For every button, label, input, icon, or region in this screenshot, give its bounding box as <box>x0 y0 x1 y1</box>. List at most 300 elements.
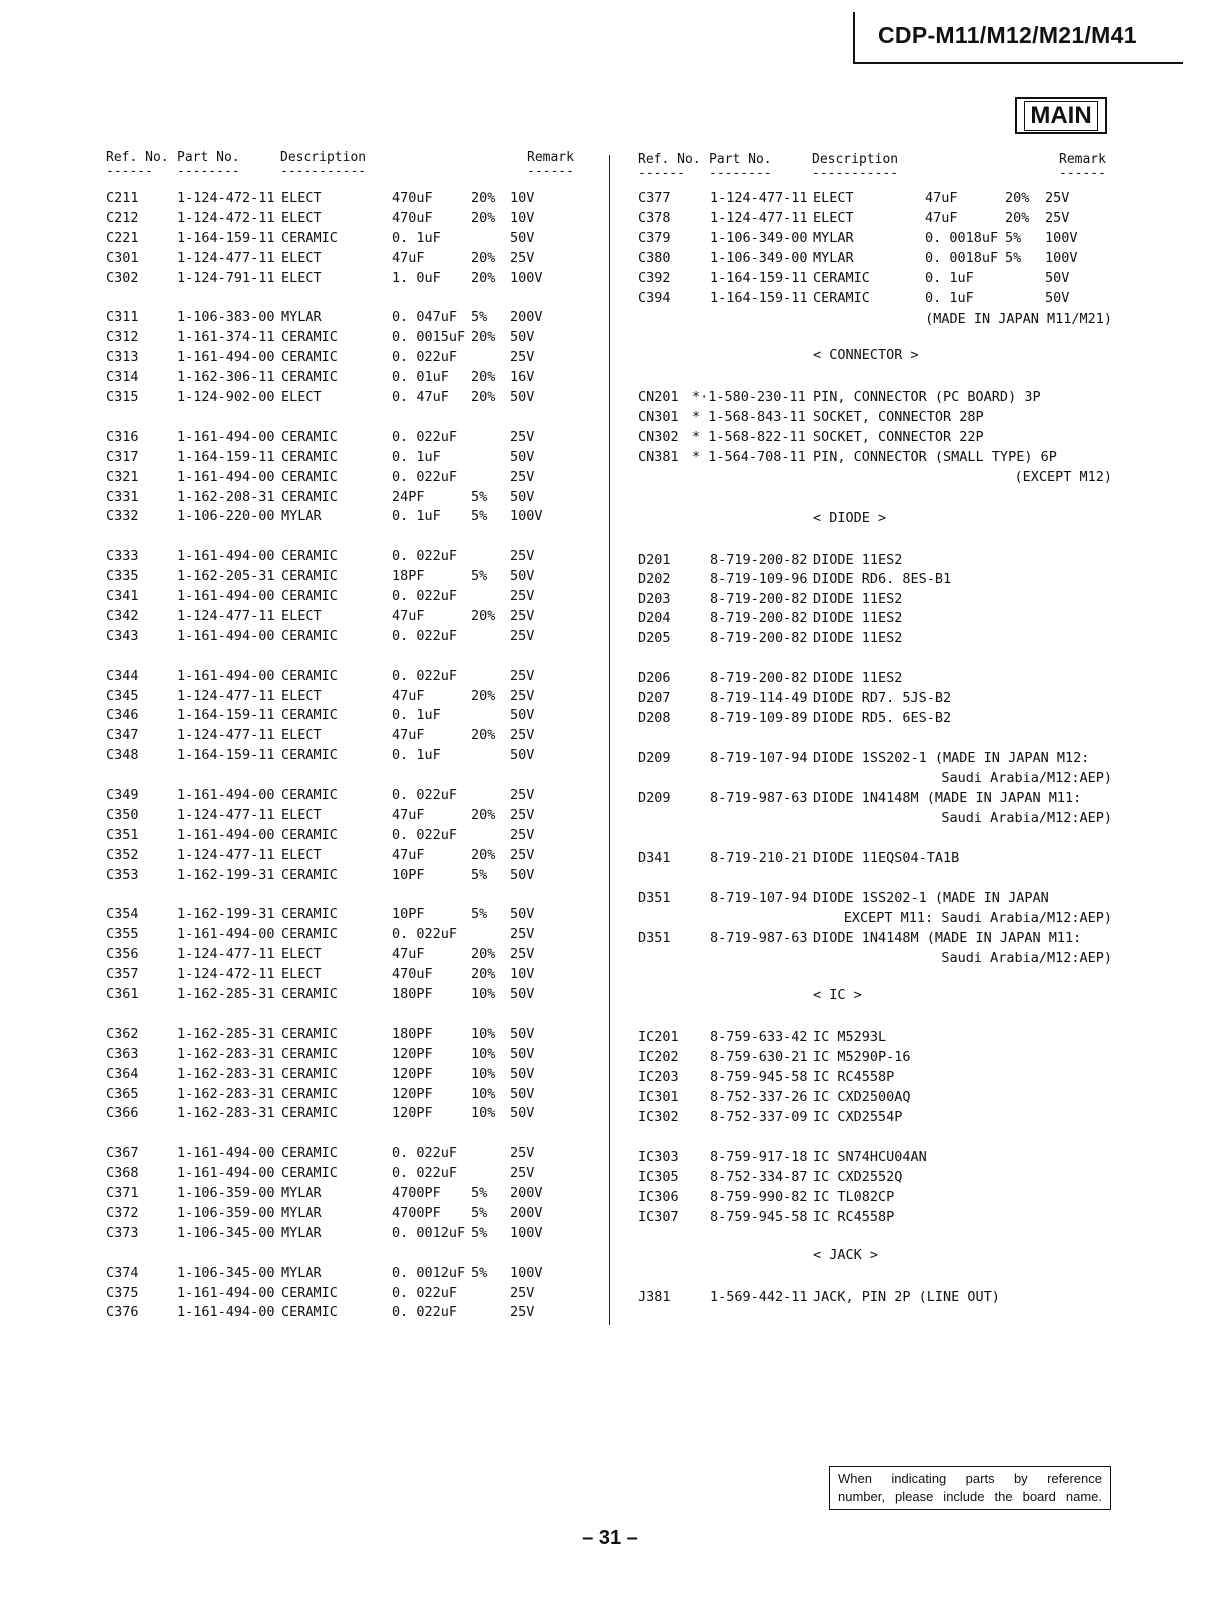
voltage: 25V <box>1045 210 1070 226</box>
board-badge <box>1015 97 1107 134</box>
tolerance: 5% <box>471 906 488 923</box>
ref-no: D202 <box>638 571 671 587</box>
voltage: 25V <box>510 548 535 565</box>
value: 0. 047uF <box>392 309 458 326</box>
voltage: 50V <box>1045 290 1070 306</box>
part-no: 1-161-494-00 <box>177 548 275 565</box>
part-no: 1-106-383-00 <box>177 309 275 326</box>
table-row <box>0 725 600 745</box>
voltage: 25V <box>510 1165 535 1182</box>
part-no: 1-161-494-00 <box>177 1165 275 1182</box>
remark-note: EXCEPT M11: Saudi Arabia/M12:AEP) <box>843 910 1112 926</box>
description: DIODE 11ES2 <box>813 610 903 626</box>
part-no: 1-162-199-31 <box>177 866 275 883</box>
description: CERAMIC <box>281 627 338 644</box>
part-no: 8-719-200-82 <box>710 630 808 646</box>
value: 24PF <box>392 488 425 505</box>
tolerance: 10% <box>471 1105 496 1122</box>
part-no: 8-752-334-87 <box>710 1169 808 1185</box>
ref-no: C345 <box>106 687 139 704</box>
section-title: < JACK > <box>813 1247 879 1263</box>
part-no: 1-164-159-11 <box>177 747 275 764</box>
tolerance: 20% <box>471 846 496 863</box>
note-line-1: When indicating parts by reference <box>838 1471 1102 1486</box>
voltage: 50V <box>510 488 535 505</box>
table-row <box>0 688 1205 708</box>
header-ref: Ref. No. <box>106 150 169 165</box>
table-row <box>0 1207 1205 1227</box>
part-no: 8-759-945-58 <box>710 1209 808 1225</box>
tolerance: 20% <box>471 209 496 226</box>
voltage: 200V <box>510 1204 543 1221</box>
part-no: 1-161-494-00 <box>177 926 275 943</box>
table-row <box>0 589 1205 609</box>
value: 0. 0018uF <box>925 230 999 246</box>
header-rule-description: ----------- <box>812 166 899 181</box>
description: MYLAR <box>281 1224 322 1241</box>
left-column-header <box>106 150 586 186</box>
tolerance: 20% <box>471 966 496 983</box>
voltage: 50V <box>510 229 535 246</box>
header-rule-ref: ------ <box>106 164 153 179</box>
voltage: 16V <box>510 369 535 386</box>
description: MYLAR <box>281 309 322 326</box>
description: CERAMIC <box>281 428 338 445</box>
part-no: 1-162-306-11 <box>177 369 275 386</box>
remark-note: Saudi Arabia/M12:AEP) <box>941 770 1112 786</box>
ref-no: C363 <box>106 1045 139 1062</box>
ref-no: C302 <box>106 269 139 286</box>
voltage: 50V <box>510 1105 535 1122</box>
part-no: 1-106-359-00 <box>177 1185 275 1201</box>
description: ELECT <box>281 966 322 983</box>
description: ELECT <box>281 846 322 863</box>
part-no: 1-161-494-00 <box>177 468 275 485</box>
description: CERAMIC <box>281 1065 338 1082</box>
part-no: 1-124-472-11 <box>177 209 275 226</box>
value: 0. 022uF <box>392 428 458 445</box>
part-no: 1-161-494-00 <box>177 1304 275 1321</box>
description: DIODE 11ES2 <box>813 591 903 607</box>
ref-no: D206 <box>638 670 671 686</box>
right-column-header <box>638 152 1118 188</box>
value: 0. 022uF <box>392 468 458 485</box>
remark-note: Saudi Arabia/M12:AEP) <box>941 950 1112 966</box>
ref-no: IC202 <box>638 1049 679 1065</box>
table-row <box>0 908 1205 928</box>
ref-no: C315 <box>106 389 139 405</box>
part-no: 1-161-494-00 <box>177 588 275 604</box>
table-row <box>0 569 1205 589</box>
ref-no: C321 <box>106 468 139 485</box>
table-row <box>0 228 1205 248</box>
table-row <box>0 808 1205 828</box>
value: 0. 1uF <box>392 707 441 724</box>
part-no: 8-752-337-26 <box>710 1089 808 1105</box>
ref-no: C353 <box>106 866 139 883</box>
ref-no: C361 <box>106 986 139 1002</box>
description: DIODE 11ES2 <box>813 630 903 646</box>
section-title: < IC > <box>813 987 862 1003</box>
voltage: 25V <box>510 468 535 485</box>
description: CERAMIC <box>813 270 870 286</box>
header-description: Description <box>280 150 367 165</box>
description: ELECT <box>813 190 854 206</box>
part-no: 1-162-283-31 <box>177 1105 275 1122</box>
ref-no: C341 <box>106 588 139 604</box>
part-no: 1-124-477-11 <box>177 607 275 624</box>
part-no: 8-719-107-94 <box>710 890 808 906</box>
header-part: Part No. <box>177 150 240 165</box>
description: DIODE RD5. 6ES-B2 <box>813 710 952 726</box>
part-no: * 1-564-708-11 <box>692 449 806 465</box>
voltage: 100V <box>510 269 543 286</box>
header-remark: Remark <box>1059 152 1106 167</box>
description: DIODE RD6. 8ES-B1 <box>813 571 952 587</box>
value: 0. 1uF <box>392 448 441 465</box>
part-no: 8-719-114-49 <box>710 690 808 706</box>
ref-no: C212 <box>106 209 139 226</box>
value: 0. 022uF <box>392 627 458 644</box>
ref-no: IC303 <box>638 1149 679 1165</box>
part-no: 1-124-472-11 <box>177 966 275 983</box>
voltage: 10V <box>510 209 535 226</box>
description: ELECT <box>281 727 322 744</box>
value: 0. 0015uF <box>392 329 466 346</box>
description: CERAMIC <box>281 1045 338 1062</box>
voltage: 25V <box>1045 190 1070 206</box>
part-no: 8-759-990-82 <box>710 1189 808 1205</box>
header-rule-remark: ------ <box>1059 166 1106 181</box>
description: SOCKET, CONNECTOR 28P <box>813 409 984 425</box>
value: 120PF <box>392 1085 433 1102</box>
ref-no: D208 <box>638 710 671 726</box>
ref-no: C372 <box>106 1204 139 1221</box>
value: 47uF <box>392 806 425 823</box>
table-row <box>0 309 1205 329</box>
header-remark: Remark <box>527 150 574 165</box>
header-rule-remark: ------ <box>527 164 574 179</box>
description: ELECT <box>813 210 854 226</box>
voltage: 200V <box>510 1185 543 1201</box>
ref-no: C379 <box>638 230 671 246</box>
value: 47uF <box>925 210 958 226</box>
part-no: 1-162-285-31 <box>177 1025 275 1042</box>
table-row <box>0 1287 1205 1307</box>
voltage: 25V <box>510 667 535 684</box>
note-line-2: number, please include the board name. <box>838 1489 1102 1504</box>
value: 47uF <box>392 846 425 863</box>
header-part: Part No. <box>709 152 772 167</box>
description: CERAMIC <box>813 290 870 306</box>
description: CERAMIC <box>281 588 338 604</box>
voltage: 50V <box>510 986 535 1002</box>
description: IC CXD2554P <box>813 1109 903 1125</box>
ref-no: D203 <box>638 591 671 607</box>
table-row <box>0 768 1205 788</box>
description: CERAMIC <box>281 747 338 764</box>
ref-no: C335 <box>106 568 139 585</box>
value: 4700PF <box>392 1204 441 1221</box>
voltage: 50V <box>1045 270 1070 286</box>
tolerance: 20% <box>471 727 496 744</box>
description: CERAMIC <box>281 229 338 246</box>
part-no: 1-161-494-00 <box>177 667 275 684</box>
table-row <box>0 888 1205 908</box>
description: CERAMIC <box>281 1284 338 1301</box>
part-no: 1-124-477-11 <box>177 687 275 704</box>
description: CERAMIC <box>281 1025 338 1042</box>
description: IC TL082CP <box>813 1189 895 1205</box>
value: 0. 022uF <box>392 548 458 565</box>
ref-no: IC201 <box>638 1029 679 1045</box>
ref-no: C356 <box>106 946 139 963</box>
voltage: 25V <box>510 946 535 963</box>
description: CERAMIC <box>281 826 338 843</box>
ref-no: D351 <box>638 890 671 906</box>
table-row <box>0 608 1205 628</box>
tolerance: 20% <box>1005 190 1030 206</box>
ref-no: CN201 <box>638 389 679 405</box>
voltage: 100V <box>1045 250 1078 266</box>
part-no: *·1-580-230-11 <box>692 389 806 405</box>
header-rule-ref: ------ <box>638 166 685 181</box>
tolerance: 5% <box>471 866 488 883</box>
ref-no: C221 <box>106 229 139 246</box>
value: 470uF <box>392 966 433 983</box>
value: 0. 022uF <box>392 926 458 943</box>
voltage: 50V <box>510 866 535 883</box>
value: 0. 022uF <box>392 349 458 366</box>
voltage: 50V <box>510 747 535 764</box>
page-number: – 31 – <box>582 1527 638 1549</box>
value: 0. 022uF <box>392 1284 458 1301</box>
description: JACK, PIN 2P (LINE OUT) <box>813 1289 1000 1305</box>
part-no: 8-752-337-09 <box>710 1109 808 1125</box>
value: 1. 0uF <box>392 269 441 286</box>
table-row <box>0 487 600 507</box>
ref-no: C312 <box>106 329 139 346</box>
table-row <box>0 628 1205 648</box>
ref-no: D204 <box>638 610 671 626</box>
voltage: 100V <box>510 508 543 525</box>
ref-no: C349 <box>106 787 139 803</box>
table-row <box>0 208 1205 228</box>
voltage: 25V <box>510 787 535 803</box>
ref-no: C373 <box>106 1224 139 1241</box>
voltage: 200V <box>510 309 543 326</box>
tolerance: 5% <box>471 1264 488 1281</box>
tolerance: 5% <box>471 1185 488 1201</box>
ref-no: J381 <box>638 1289 671 1305</box>
table-row <box>0 1107 1205 1127</box>
table-row <box>0 347 600 367</box>
description: PIN, CONNECTOR (PC BOARD) 3P <box>813 389 1041 405</box>
table-row <box>0 327 600 347</box>
part-no: 8-719-210-21 <box>710 850 808 866</box>
voltage: 25V <box>510 1145 535 1162</box>
table-row <box>0 668 1205 688</box>
voltage: 25V <box>510 727 535 744</box>
header-rule-vertical <box>853 12 855 64</box>
ref-no: C354 <box>106 906 139 923</box>
description: MYLAR <box>281 1204 322 1221</box>
description: CERAMIC <box>281 329 338 346</box>
ref-no: C371 <box>106 1185 139 1201</box>
description: ELECT <box>281 269 322 286</box>
table-row <box>0 948 1205 968</box>
description: CERAMIC <box>281 906 338 923</box>
tolerance: 20% <box>471 269 496 286</box>
description: CERAMIC <box>281 369 338 386</box>
part-no: 1-162-208-31 <box>177 488 275 505</box>
voltage: 50V <box>510 906 535 923</box>
table-row <box>0 248 1205 268</box>
part-no: 1-161-374-11 <box>177 329 275 346</box>
part-no: 1-164-159-11 <box>710 290 808 306</box>
value: 47uF <box>392 607 425 624</box>
value: 0. 01uF <box>392 369 449 386</box>
tolerance: 5% <box>471 568 488 585</box>
part-no: 8-759-630-21 <box>710 1049 808 1065</box>
description: ELECT <box>281 946 322 963</box>
description: CERAMIC <box>281 349 338 366</box>
ref-no: D209 <box>638 750 671 766</box>
voltage: 50V <box>510 707 535 724</box>
table-row <box>0 1027 1205 1047</box>
table-row <box>0 550 1205 570</box>
voltage: 100V <box>510 1224 543 1241</box>
ref-no: CN381 <box>638 449 679 465</box>
voltage: 25V <box>510 1304 535 1321</box>
value: 47uF <box>392 249 425 266</box>
ref-no: C364 <box>106 1065 139 1082</box>
ref-no: C311 <box>106 309 139 326</box>
description: IC RC4558P <box>813 1209 895 1225</box>
voltage: 25V <box>510 607 535 624</box>
tolerance: 20% <box>471 946 496 963</box>
description: CERAMIC <box>281 986 338 1002</box>
description: CERAMIC <box>281 1165 338 1182</box>
description: CERAMIC <box>281 1304 338 1321</box>
voltage: 50V <box>510 1025 535 1042</box>
voltage: 50V <box>510 1045 535 1062</box>
table-row <box>0 1147 1205 1167</box>
part-no: 1-162-283-31 <box>177 1045 275 1062</box>
tolerance: 10% <box>471 986 496 1002</box>
table-row <box>0 1087 1205 1107</box>
part-no: 1-161-494-00 <box>177 428 275 445</box>
value: 0. 022uF <box>392 1165 458 1182</box>
ref-no: C374 <box>106 1264 139 1281</box>
ref-no: IC306 <box>638 1189 679 1205</box>
description: CERAMIC <box>281 926 338 943</box>
part-no: 1-164-159-11 <box>177 229 275 246</box>
section-title: < CONNECTOR > <box>813 347 919 363</box>
tolerance: 5% <box>1005 250 1022 266</box>
ref-no: C368 <box>106 1165 139 1182</box>
part-no: 8-719-200-82 <box>710 610 808 626</box>
voltage: 25V <box>510 428 535 445</box>
voltage: 10V <box>510 966 535 983</box>
ref-no: C211 <box>106 190 139 206</box>
table-row <box>0 928 1205 948</box>
ref-no: C352 <box>106 846 139 863</box>
value: 47uF <box>925 190 958 206</box>
table-row <box>0 748 1205 768</box>
description: MYLAR <box>813 230 854 246</box>
ref-no: CN302 <box>638 429 679 445</box>
table-row <box>0 188 1205 208</box>
ref-no: C362 <box>106 1025 139 1042</box>
description: CERAMIC <box>281 667 338 684</box>
value: 0. 022uF <box>392 1145 458 1162</box>
value: 0. 0018uF <box>925 250 999 266</box>
part-no: 1-106-220-00 <box>177 508 275 525</box>
part-no: 1-161-494-00 <box>177 787 275 803</box>
table-row <box>0 506 600 526</box>
ref-no: D341 <box>638 850 671 866</box>
part-no: 1-161-494-00 <box>177 627 275 644</box>
header-rule-description: ----------- <box>280 164 367 179</box>
part-no: 1-162-199-31 <box>177 906 275 923</box>
part-no: 1-124-477-11 <box>710 210 808 226</box>
table-row <box>0 708 1205 728</box>
part-no: * 1-568-843-11 <box>692 409 806 425</box>
tolerance: 5% <box>1005 230 1022 246</box>
value: 0. 0012uF <box>392 1264 466 1281</box>
ref-no: C365 <box>106 1085 139 1102</box>
part-no: 8-719-987-63 <box>710 930 808 946</box>
part-no: 1-569-442-11 <box>710 1289 808 1305</box>
description: IC SN74HCU04AN <box>813 1149 927 1165</box>
part-no: 1-161-494-00 <box>177 1284 275 1301</box>
table-row <box>0 447 1205 467</box>
part-no: 1-124-791-11 <box>177 269 275 286</box>
part-no: 1-161-494-00 <box>177 349 275 366</box>
table-row <box>0 1067 1205 1087</box>
value: 120PF <box>392 1065 433 1082</box>
tolerance: 20% <box>471 389 496 405</box>
description: CERAMIC <box>281 866 338 883</box>
ref-no: IC203 <box>638 1069 679 1085</box>
table-row <box>0 1263 600 1283</box>
ref-no: C357 <box>106 966 139 983</box>
table-row <box>0 387 1205 407</box>
ref-no: C366 <box>106 1105 139 1122</box>
value: 0. 1uF <box>392 747 441 764</box>
value: 180PF <box>392 986 433 1002</box>
part-no: 1-162-283-31 <box>177 1085 275 1102</box>
value: 0. 1uF <box>392 508 441 525</box>
tolerance: 10% <box>471 1045 496 1062</box>
part-no: 1-162-283-31 <box>177 1065 275 1082</box>
description: SOCKET, CONNECTOR 22P <box>813 429 984 445</box>
table-row <box>0 1187 1205 1207</box>
description: ELECT <box>281 209 322 226</box>
value: 0. 0012uF <box>392 1224 466 1241</box>
table-row <box>0 848 1205 868</box>
part-no: 1-164-159-11 <box>710 270 808 286</box>
header-rule-horizontal <box>853 62 1183 64</box>
description: DIODE 11EQS04-TA1B <box>813 850 960 866</box>
table-row <box>0 467 1205 487</box>
part-no: 1-106-345-00 <box>177 1224 275 1241</box>
part-no: 1-161-494-00 <box>177 1145 275 1162</box>
part-no: 1-106-349-00 <box>710 230 808 246</box>
description: IC CXD2552Q <box>813 1169 903 1185</box>
part-no: 1-124-477-11 <box>177 846 275 863</box>
